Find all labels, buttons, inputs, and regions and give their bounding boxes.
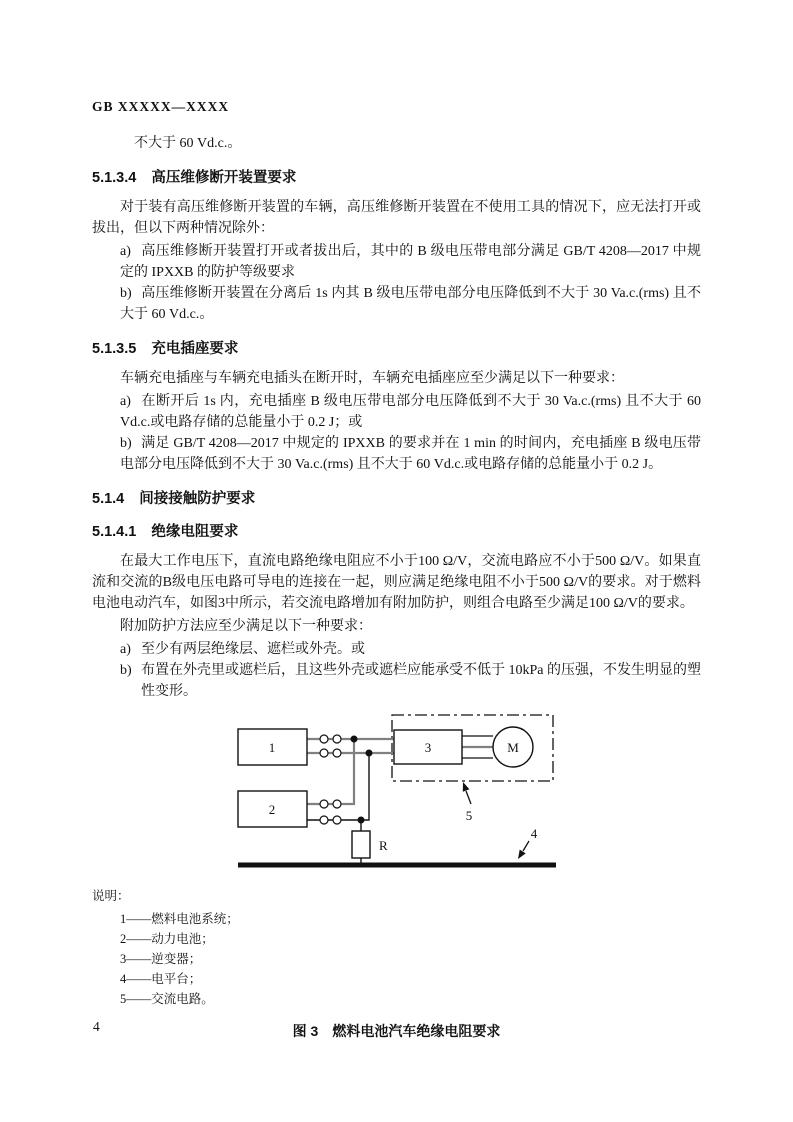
contact-circle <box>333 816 341 824</box>
list-item <box>120 283 701 325</box>
contact-circle <box>333 735 341 743</box>
figure-note-items <box>120 909 701 1009</box>
heading-number: 5.1.3.5 <box>92 341 137 357</box>
list-item <box>120 241 701 283</box>
list-item-text: 高压维修断开装置打开或者拔出后，其中的 B 级电压带电部分满足 GB/T 4208—2017 中规定的 IPXXB 的防护等级要求 <box>120 244 701 280</box>
contact-circle <box>333 800 341 808</box>
list-item <box>120 391 701 433</box>
list-item-marker: a) <box>120 394 131 409</box>
dc-bus-line <box>307 739 354 804</box>
contact-circle <box>320 749 328 757</box>
resistor-box <box>352 831 370 858</box>
list-item-text: 高压维修断开装置在分离后 1s 内其 B 级电压带电部分电压降低到不大于 30 Va.c.(rms) 且不大于 60 Vd.c.。 <box>120 286 701 322</box>
ordered-list <box>120 241 701 325</box>
ordered-list <box>120 639 701 702</box>
arrow-4 <box>523 841 529 851</box>
resistor-label: R <box>379 838 388 853</box>
contact-circle <box>320 735 328 743</box>
heading-5-1-4-1 <box>92 523 701 541</box>
junction-dot <box>358 817 365 824</box>
body-paragraph: 在最大工作电压下，直流电路绝缘电阻应不小于100 Ω/V，交流电路应不小于500 Ω/V。如果直流和交流的B级电压电路可导电的连接在一起，则应满足绝缘电阻不小于500 Ω/V的要求。对于燃料电池电动汽车，如图3中所示，若交流电路增加有附加防护，则组合电路至少满足100 Ω/V的要求。 <box>92 554 701 611</box>
contact-circle <box>333 749 341 757</box>
ordered-list <box>120 391 701 475</box>
contact-circle <box>320 800 328 808</box>
heading-title: 充电插座要求 <box>151 341 239 357</box>
list-item <box>120 639 701 660</box>
page-number: 4 <box>93 1019 100 1034</box>
wire <box>307 753 369 820</box>
heading-5-1-3-5 <box>92 340 701 358</box>
motor-label: M <box>507 740 519 755</box>
arrow-5 <box>466 791 471 804</box>
circuit-diagram-svg <box>92 706 700 878</box>
list-item <box>120 660 701 702</box>
body-paragraph: 车辆充电插座与车辆充电插头在断开时，车辆充电插座应至少满足以下一种要求： <box>120 371 624 386</box>
arrow-4-head <box>518 850 526 859</box>
figure-note: 5——交流电路。 <box>120 992 214 1006</box>
carryover-line: 不大于 60 Vd.c.。 <box>134 136 242 151</box>
running-header: GB XXXXX—XXXX <box>92 99 230 114</box>
heading-5-1-4 <box>92 490 701 508</box>
heading-title: 绝缘电阻要求 <box>151 524 239 540</box>
list-item-marker: b) <box>120 436 132 451</box>
list-item-text: 至少有两层绝缘层、遮栏或外壳。或 <box>141 642 365 657</box>
figure-note: 4——电平台； <box>120 972 202 986</box>
heading-number: 5.1.4.1 <box>92 524 137 540</box>
arrow-5-head <box>463 782 470 792</box>
heading-title: 间接接触防护要求 <box>139 491 256 507</box>
figure-note: 2——动力电池； <box>120 932 214 946</box>
fuel-cell-label: 1 <box>268 740 276 755</box>
list-item <box>120 433 701 475</box>
heading-5-1-3-4 <box>92 169 701 187</box>
platform-label: 4 <box>530 826 538 841</box>
inverter-label: 3 <box>424 740 432 755</box>
figure-note: 3——逆变器； <box>120 952 202 966</box>
list-item-marker: b) <box>120 663 132 678</box>
figure-notes-label: 说明： <box>92 889 130 903</box>
heading-number: 5.1.4 <box>92 491 125 507</box>
figure-diagram <box>92 706 701 878</box>
list-item-text: 布置在外壳里或遮栏后，且这些外壳或遮栏应能承受不低于 10kPa 的压强，不发生明显的塑性变形。 <box>141 663 701 699</box>
list-item-marker: a) <box>120 244 131 259</box>
ac-circuit-label: 5 <box>465 808 473 823</box>
figure-note: 1——燃料电池系统； <box>120 912 239 926</box>
list-item-text: 满足 GB/T 4208—2017 中规定的 IPXXB 的要求并在 1 min 的时间内，充电插座 B 级电压带电部分电压降低到不大于 30 Va.c.(rms) 且不大于 60 Vd.c.或电路存储的总能量小于 0.2 J。 <box>120 436 701 472</box>
body-paragraph: 附加防护方法应至少满足以下一种要求： <box>120 619 372 634</box>
heading-number: 5.1.3.4 <box>92 170 137 186</box>
list-item-marker: a) <box>120 642 131 657</box>
body-paragraph: 对于装有高压维修断开装置的车辆，高压维修断开装置在不使用工具的情况下，应无法打开或拔出，但以下两种情况除外： <box>92 200 701 236</box>
figure-caption: 图 3 燃料电池汽车绝缘电阻要求 <box>292 1023 501 1039</box>
contact-circle <box>320 816 328 824</box>
list-item-marker: b) <box>120 286 132 301</box>
list-item-text: 在断开后 1s 内，充电插座 B 级电压带电部分电压降低到不大于 30 Va.c.(rms) 且不大于 60 Vd.c.或电路存储的总能量小于 0.2 J；或 <box>120 394 701 430</box>
battery-label: 2 <box>268 802 276 817</box>
heading-title: 高压维修断开装置要求 <box>151 170 297 186</box>
figure-notes <box>92 886 701 1009</box>
junction-dot <box>366 750 373 757</box>
junction-dot <box>351 736 358 743</box>
